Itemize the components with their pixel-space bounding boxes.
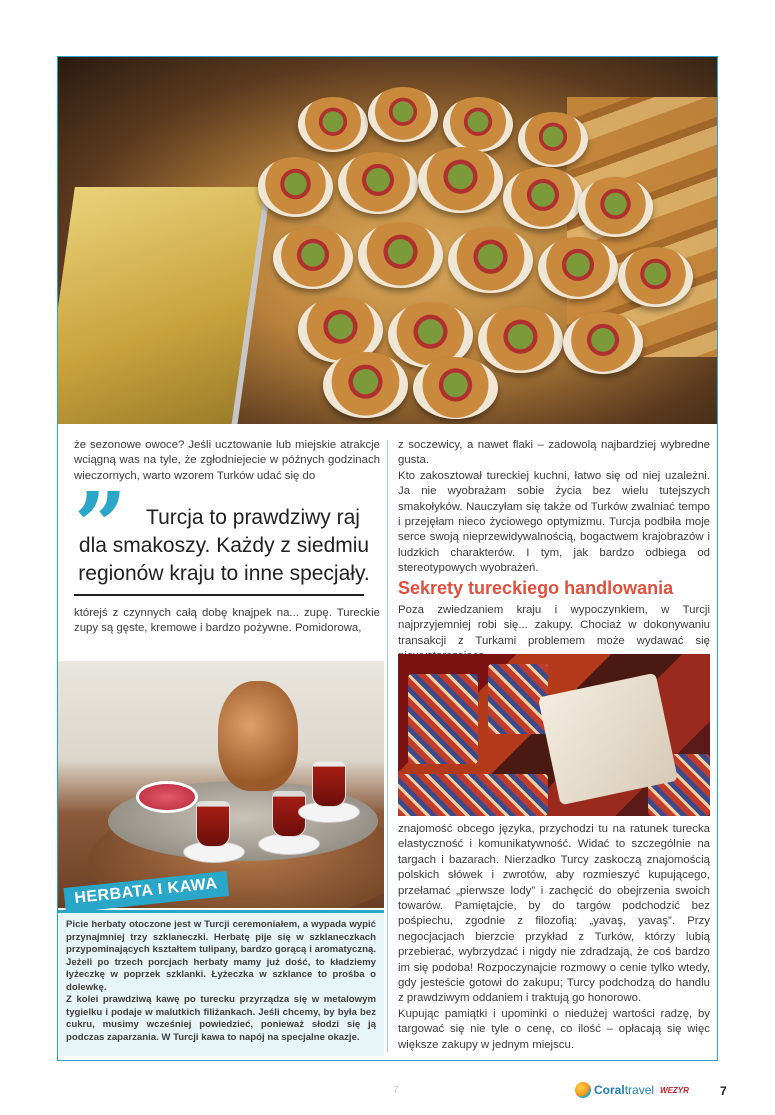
pastry-nest: [503, 167, 583, 229]
coffee-paragraph: Z kolei prawdziwą kawę po turecku przyrządza się w metalowym tygielku i podaje w malutkich filiżankach. Jeśli chcemy, by była bez cukru, musimy wcześniej powiedzieć, ponieważ słodzi się ją podczas zaparzania. W Turcji kawa to napój na specjalne okazje.: [66, 994, 376, 1043]
right-paragraph-3: Poza zwiedzaniem kraju i wypoczynkiem, w Turcji najprzyjemniej robi się... zakupy. Chociaż w dokonywaniu transakcji z Turkami problemem może wydawać się: [398, 604, 710, 647]
logo-brand-bold: Coral: [594, 1083, 625, 1097]
pastry-nest: [578, 177, 653, 237]
section-heading: Sekrety tureckiego handlowania: [398, 578, 674, 598]
pastry-nest: [563, 312, 643, 374]
pastry-nest: [538, 237, 618, 299]
tea-paragraph: Picie herbaty otoczone jest w Turcji ceremoniałem, a wypada wypić przynajmniej trzy szklaneczki. Herbatę pije się w szklaneczkach przypominających kształtem tulipany, bardzo gorącą i aromatyczną. Jeżeli po trzech porcjach herbaty mamy już dość, to kładziemy łyżeczkę w poprzek szklanki. Łyżeczka w szklance to prośba o dolewkę.: [66, 919, 376, 993]
pastry-nest: [323, 352, 408, 418]
pastry-nest: [258, 157, 333, 217]
jam-bowl: [136, 781, 198, 813]
carpet: [408, 674, 478, 764]
tea-glass: [312, 761, 346, 807]
left-paragraph-bottom: którejś z czynnych całą dobę knajpek na... zupę. Tureckie zupy są gęste, kremowe i bardzo pożywne. Pomidorowa,: [74, 607, 380, 635]
page-number: 7: [720, 1084, 727, 1098]
quote-text: [74, 504, 374, 588]
quote-line-3: regionów kraju to inne specjały.: [78, 562, 370, 585]
tea-box-label: HERBATA I KAWA: [63, 871, 228, 913]
logo-ball-icon: [575, 1082, 591, 1098]
pull-quote: [74, 472, 374, 590]
column-divider: [387, 440, 388, 1052]
right-column-top: [398, 438, 710, 577]
quote-mark-icon: ”: [74, 472, 127, 580]
right-paragraph-4: znajomość obcego języka, przychodzi tu na ratunek turecka elastyczność i komunikatywność. Widać to szczególnie na targach i bazarach. Nierzadko Turcy zaskoczą znajomością polskich słówek i zwrotów, aby rozmieszyć kupującego, przełamać „pierwsze lody” i zachęcić do obejrzenia swoich towarów. Pamiętajcie, by do targów podchodzić bez pośpiechu, zgodnie z filozofią: „yavaş, yavaş”. Przy negocjacjach bierzcie przykład z Turków, którzy lubią przebierać, wybrzydzać i nigdy nie zdradzają, że coś bardzo im się podoba! Rozpoczynajcie rozmowy o cenie tylko wtedy, gdy jesteście gotowi do zakupu; Turcy podchodzą do handlu z prawdziwym oddaniem i traktują go honorowo.: [398, 823, 710, 1005]
pastry-nest: [478, 307, 563, 373]
pastry-nest: [448, 227, 533, 293]
baklava-photo: [58, 57, 717, 424]
pastry-nest: [418, 147, 503, 213]
page-number-faint: 7: [393, 1085, 399, 1096]
left-paragraph-top: że sezonowe owoce? Jeśli ucztowanie lub miejskie atrakcje wciągną was na tyle, że zgłodniejecie w późnych godzinach wieczornych, warto wzorem Turków udać się do: [74, 439, 380, 482]
pastry-nest: [358, 222, 443, 288]
pastry-nest: [413, 357, 498, 419]
logo-brand-light: travel: [624, 1083, 655, 1097]
quote-divider: [74, 594, 364, 596]
right-paragraph-1: z soczewicy, a nawet flaki – zadowolą najbardziej wybredne gusta.: [398, 439, 710, 467]
tea-glass: [196, 801, 230, 847]
teapot: [218, 681, 298, 791]
pastry-nest: [618, 247, 693, 307]
coraltravel-logo: [575, 1080, 689, 1100]
pastry-nest: [368, 87, 438, 142]
pastry-nest: [443, 97, 513, 152]
pastry-nest: [518, 112, 588, 167]
quote-line-2: dla smakoszy. Każdy z siedmiu: [78, 534, 370, 557]
tea-info-box: [58, 910, 384, 1056]
carpet: [398, 774, 548, 816]
right-column-bottom: [398, 822, 710, 1053]
bazaar-photo: [398, 654, 710, 816]
right-paragraph-5: Kupując pamiątki i upominki o niedużej wartości radzę, by targować się nie tyle o cenę, co ilość – opłacają się więc większe zakupy w jednym miejscu.: [398, 1007, 710, 1051]
right-paragraph-2: Kto zakosztował tureckiej kuchni, łatwo się od niej uzależni. Ja nie wyobrażam sobie życia bez wielu tutejszych smakołyków. Nauczyłam się także od Turków zwalniać tempo i przejęłam nieco życiowego optymizmu. Turcja podbiła moje serce swoją nieprzewidywalnością, bogactwem krajobrazów i ludzkich charakterów. I tym, jak bardzo odbiega od stereotypowych wyobrażeń.: [398, 469, 710, 575]
pastry-nest: [338, 152, 418, 214]
pastry-nest: [273, 227, 353, 289]
baklava-tray: [58, 187, 271, 424]
quote-line-1: Turcja to prawdziwy raj: [146, 506, 360, 529]
pastry-nest: [298, 97, 368, 152]
partner-logo: WEZYR: [660, 1085, 689, 1095]
